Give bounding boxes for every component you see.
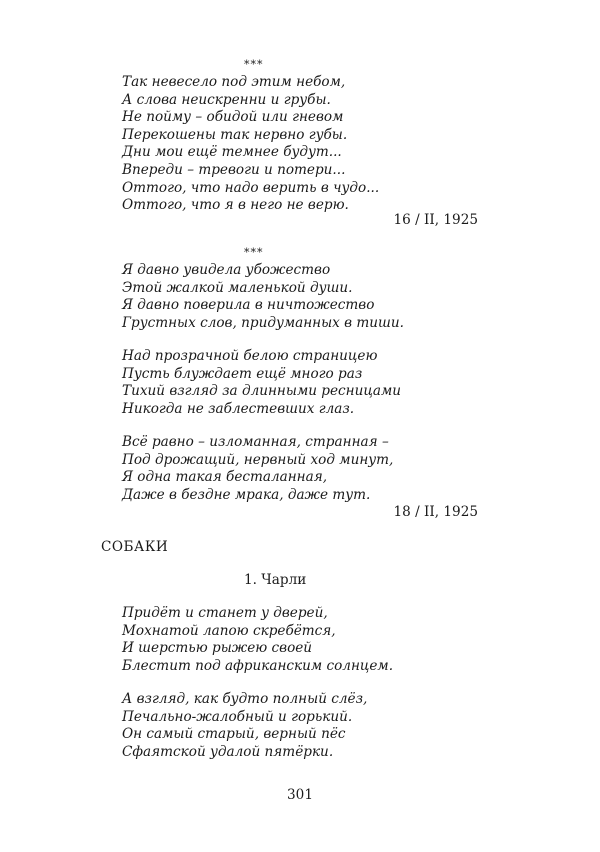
poem-date: 16 / II, 1925 [393, 212, 478, 228]
section-title: СОБАКИ [101, 539, 169, 555]
poem-line: Под дрожащий, нервный ход минут, [122, 451, 394, 468]
poem-2-stanza-2 [122, 348, 401, 418]
poem-line: Я одна такая бесталанная, [122, 469, 328, 486]
poem-line: Оттого, что я в него не верю. [122, 197, 349, 214]
poem-3-stanza-2 [122, 691, 367, 761]
poem-line: Тихий взгляд за длинными ресницами [122, 383, 401, 400]
poem-2-stanza-1 [122, 262, 404, 332]
poem-line: А слова неискренни и грубы. [122, 91, 331, 108]
poem-separator: *** [244, 246, 264, 259]
poem-separator: *** [244, 58, 264, 71]
poem-line: Так невесело под этим небом, [122, 74, 346, 90]
poem-line: Над прозрачной белою страницею [122, 348, 378, 364]
poem-line: Пусть блуждает ещё много раз [122, 365, 363, 382]
poem-line: Сфаятской удалой пятёрки. [122, 743, 334, 760]
poem-3-stanza-1 [122, 605, 393, 675]
poem-line: Печально-жалобный и горький. [122, 708, 353, 725]
poem-line: Мохнатой лапою скребётся, [122, 622, 336, 639]
poem-1-stanza [122, 74, 379, 215]
poem-line: Не пойму – обидой или гневом [122, 109, 344, 126]
poem-line: Придёт и станет у дверей, [122, 605, 328, 621]
poem-line: Никогда не заблестевших глаз. [122, 400, 355, 417]
poem-line: Этой жалкой маленькой души. [122, 279, 353, 296]
poem-line: Даже в бездне мрака, даже тут. [122, 486, 371, 503]
poem-line: Я давно поверила в ничтожество [122, 297, 375, 314]
poem-line: Я давно увидела убожество [122, 262, 331, 278]
poem-line: Грустных слов, придуманных в тиши. [122, 314, 404, 331]
poem-date: 18 / II, 1925 [393, 504, 478, 520]
poem-line: Дни мои ещё темнее будут... [122, 144, 342, 161]
poem-line: Всё равно – изломанная, странная – [122, 434, 389, 450]
poem-subtitle: 1. Чарли [244, 572, 307, 588]
page-number: 301 [287, 787, 313, 803]
poem-line: Оттого, что надо верить в чудо... [122, 179, 380, 196]
poem-line: А взгляд, как будто полный слёз, [122, 691, 368, 707]
poem-line: И шерстью рыжею своей [122, 640, 313, 657]
poem-line: Блестит под африканским солнцем. [122, 657, 394, 674]
poem-2-stanza-3 [122, 434, 393, 504]
poem-line: Перекошены так нервно губы. [122, 126, 348, 143]
poem-line: Он самый старый, верный пёс [122, 726, 346, 743]
poem-line: Впереди – тревоги и потери... [122, 161, 346, 178]
